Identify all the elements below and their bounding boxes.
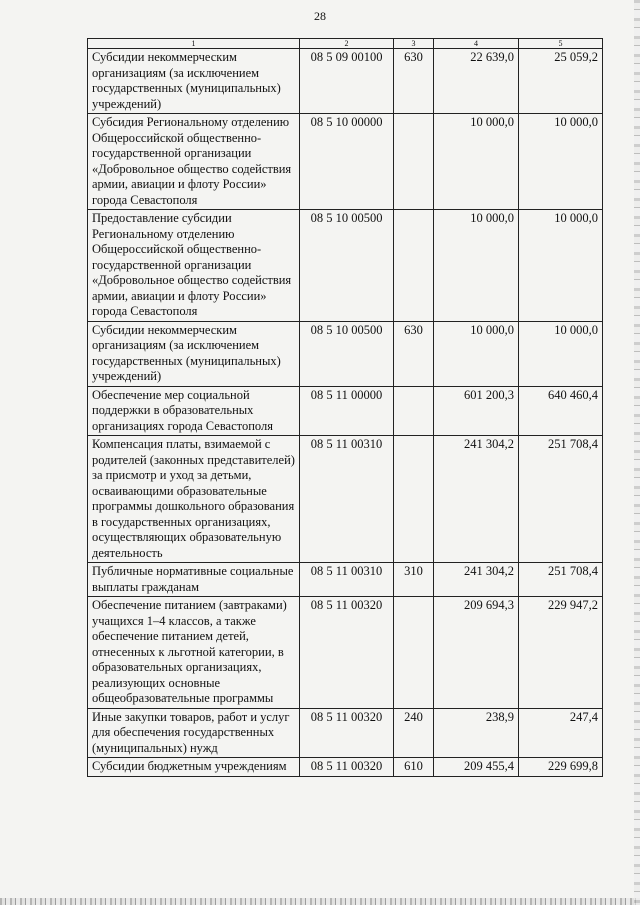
row-name: Субсидии некоммерческим организациям (за исключением государственных (муниципальных) учреждений) [88, 49, 300, 114]
row-name: Иные закупки товаров, работ и услуг для обеспечения государственных (муниципальных) нужд [88, 708, 300, 758]
table-row [88, 563, 603, 597]
table-row [88, 210, 603, 322]
row-name: Публичные нормативные социальные выплаты гражданам [88, 563, 300, 597]
row-expense-type [394, 386, 434, 436]
row-expense-type [394, 210, 434, 322]
row-name: Компенсация платы, взимаемой с родителей (законных представителей) за присмотр и уход за детьми, осваивающими образовательные программы дошкольного образования в государственных организациях, осуществляющих образовательную деятельность [88, 436, 300, 563]
row-code: 08 5 11 00000 [300, 386, 394, 436]
budget-table [87, 38, 603, 777]
row-amount-year-2: 25 059,2 [519, 49, 603, 114]
row-code: 08 5 11 00320 [300, 708, 394, 758]
row-amount-year-2: 10 000,0 [519, 114, 603, 210]
row-amount-year-2: 251 708,4 [519, 563, 603, 597]
table-row [88, 321, 603, 386]
row-amount-year-2: 251 708,4 [519, 436, 603, 563]
table-row [88, 436, 603, 563]
row-amount-year-2: 10 000,0 [519, 210, 603, 322]
row-amount-year-2: 247,4 [519, 708, 603, 758]
table-row [88, 597, 603, 709]
row-name: Предоставление субсидии Региональному отделению Общероссийской общественно-государственной организации «Добровольное общество содействия армии, авиации и флоту России» города Севастополя [88, 210, 300, 322]
row-expense-type [394, 436, 434, 563]
row-amount-year-1: 10 000,0 [434, 210, 519, 322]
header-col-3: 3 [394, 39, 434, 49]
row-code: 08 5 10 00500 [300, 321, 394, 386]
row-name: Обеспечение питанием (завтраками) учащихся 1–4 классов, а также обеспечение питанием детей, отнесенных к льготной категории, в образовательных организациях, реализующих основные общеобразовательные программы [88, 597, 300, 709]
row-amount-year-1: 10 000,0 [434, 114, 519, 210]
row-amount-year-2: 640 460,4 [519, 386, 603, 436]
scan-edge-right [634, 0, 640, 905]
row-code: 08 5 11 00310 [300, 436, 394, 563]
row-expense-type: 310 [394, 563, 434, 597]
row-amount-year-2: 229 699,8 [519, 758, 603, 777]
row-expense-type [394, 114, 434, 210]
row-code: 08 5 10 00500 [300, 210, 394, 322]
table-row [88, 708, 603, 758]
row-expense-type: 610 [394, 758, 434, 777]
table-row [88, 114, 603, 210]
row-code: 08 5 11 00320 [300, 758, 394, 777]
row-amount-year-1: 209 694,3 [434, 597, 519, 709]
header-col-1: 1 [88, 39, 300, 49]
row-amount-year-2: 10 000,0 [519, 321, 603, 386]
row-amount-year-1: 238,9 [434, 708, 519, 758]
row-name: Субсидии бюджетным учреждениям [88, 758, 300, 777]
row-amount-year-1: 241 304,2 [434, 563, 519, 597]
table-header-row [88, 39, 603, 49]
row-code: 08 5 11 00320 [300, 597, 394, 709]
page-number: 28 [314, 9, 326, 23]
row-code: 08 5 09 00100 [300, 49, 394, 114]
scan-edge-bottom [0, 898, 640, 905]
table-row [88, 386, 603, 436]
row-amount-year-1: 601 200,3 [434, 386, 519, 436]
row-amount-year-1: 209 455,4 [434, 758, 519, 777]
row-amount-year-1: 241 304,2 [434, 436, 519, 563]
row-expense-type: 630 [394, 49, 434, 114]
row-amount-year-1: 10 000,0 [434, 321, 519, 386]
row-name: Субсидия Региональному отделению Общероссийской общественно-государственной организации «Добровольное общество содействия армии, авиации и флоту России» города Севастополя [88, 114, 300, 210]
row-expense-type: 240 [394, 708, 434, 758]
row-amount-year-2: 229 947,2 [519, 597, 603, 709]
header-col-5: 5 [519, 39, 603, 49]
row-name: Субсидии некоммерческим организациям (за исключением государственных (муниципальных) учреждений) [88, 321, 300, 386]
row-name: Обеспечение мер социальной поддержки в образовательных организациях города Севастополя [88, 386, 300, 436]
row-expense-type: 630 [394, 321, 434, 386]
table-row [88, 758, 603, 777]
header-col-4: 4 [434, 39, 519, 49]
row-code: 08 5 11 00310 [300, 563, 394, 597]
row-code: 08 5 10 00000 [300, 114, 394, 210]
header-col-2: 2 [300, 39, 394, 49]
table-row [88, 49, 603, 114]
row-expense-type [394, 597, 434, 709]
row-amount-year-1: 22 639,0 [434, 49, 519, 114]
